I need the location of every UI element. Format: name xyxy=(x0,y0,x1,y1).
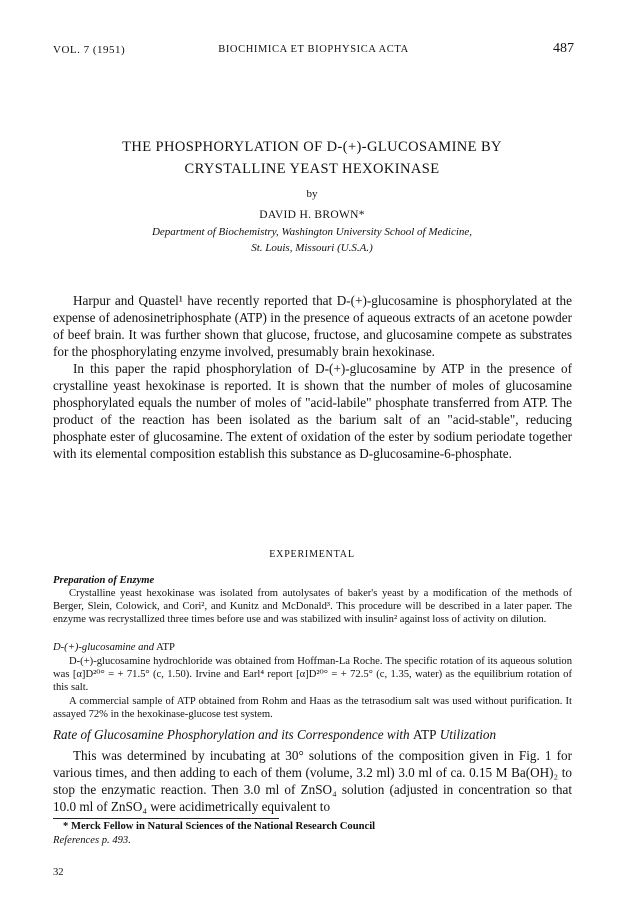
subheading-rate: Rate of Glucosamine Phosphorylation and its Correspondence with ATP Utilization xyxy=(53,727,497,742)
intro-paragraph-1: Harpur and Quastel¹ have recently reported that D-(+)-glucosamine is phosphorylated at the expense of adenosinetriphosphate (ATP) in the presence of aqueous extracts of an acetone powder of beef brain. It was further shown that glucose, fructose, and glucosamine compete as substrates for the phosphorylating enzyme involved, presumably brain hexokinase. xyxy=(53,293,572,359)
materials-paragraph: D-(+)-glucosamine hydrochloride was obtained from Hoffman-La Roche. The specific rotation of its aqueous solution was [α]D²⁰° = + 71.5° (c, 1.50). Irvine and Earl⁴ report [α]D²⁰° = + 72.5° (c, 1.35, water) as the equilibrium rotation of this salt. A commercial sample of ATP obtained from Rohm and Haas as the tetrasodium salt was used without purification. It assayed 72% in the hexokinase-glucose test system. xyxy=(53,656,572,720)
footnote-merck: * Merck Fellow in Natural Sciences of the National Research Council xyxy=(63,821,376,832)
preparation-paragraph: Crystalline yeast hexokinase was isolated from autolysates of baker's yeast by a modification of the methods of Berger, Slein, Colowick, and Cori², and Kunitz and McDonald³. This procedure will be described in a later paper. The enzyme was recrystallized three times before use and was stabilized with insulin² against loss of activity on dilution. xyxy=(53,588,572,626)
volume-label: VOL. 7 (1951) xyxy=(53,44,126,56)
affiliation-line-1: Department of Biochemistry, Washington University School of Medicine, xyxy=(151,226,473,238)
title-line-2: CRYSTALLINE YEAST HEXOKINASE xyxy=(184,161,440,177)
section-heading-experimental: EXPERIMENTAL xyxy=(269,549,355,560)
page-number: 487 xyxy=(553,41,574,56)
article-title xyxy=(40,136,584,180)
byline: by xyxy=(306,188,318,200)
footnote-rule xyxy=(53,818,279,819)
intro-paragraph-2: In this paper the rapid phosphorylation of D-(+)-glucosamine by ATP in the presence of crystalline yeast hexokinase is reported. It is shown that the number of moles of glucosamine phosphorylated equals the number of moles of "acid-labile" phosphate transferred from ATP. The product of the reaction has been isolated as the barium salt of an "acid-stable", reducing phosphate ester of glucosamine. The extent of oxidation of the ester by sodium periodate together with its elemental composition establish this substance as D-glucosamine-6-phosphate. xyxy=(53,361,572,461)
affiliation-line-2: St. Louis, Missouri (U.S.A.) xyxy=(251,242,373,254)
subheading-preparation: Preparation of Enzyme xyxy=(53,575,155,586)
folio-number: 32 xyxy=(53,867,64,878)
subheading-glucosamine-atp: D-(+)-glucosamine and ATP xyxy=(53,642,175,653)
affiliation xyxy=(60,224,564,256)
references-pointer: References p. 493. xyxy=(53,835,131,846)
introduction xyxy=(53,292,572,462)
title-line-1: THE PHOSPHORYLATION OF D-(+)-GLUCOSAMINE BY xyxy=(122,139,502,155)
rate-paragraph: This was determined by incubating at 30° solutions of the composition given in Fig. 1 for various times, and then adding to each of them (volume, 3.2 ml) 3.0 ml of ca. 0.15 M Ba(OH)₂ to stop the enzymatic reaction. Then 3.0 ml of ZnSO₄ solution (adjusted in concentration so that 10.0 ml of ZnSO₄ were acidimetrically equivalent to xyxy=(53,748,572,814)
footnotes xyxy=(53,820,572,848)
journal-name: BIOCHIMICA ET BIOPHYSICA ACTA xyxy=(218,44,409,55)
author-name: DAVID H. BROWN* xyxy=(259,209,365,221)
running-header xyxy=(53,41,574,64)
